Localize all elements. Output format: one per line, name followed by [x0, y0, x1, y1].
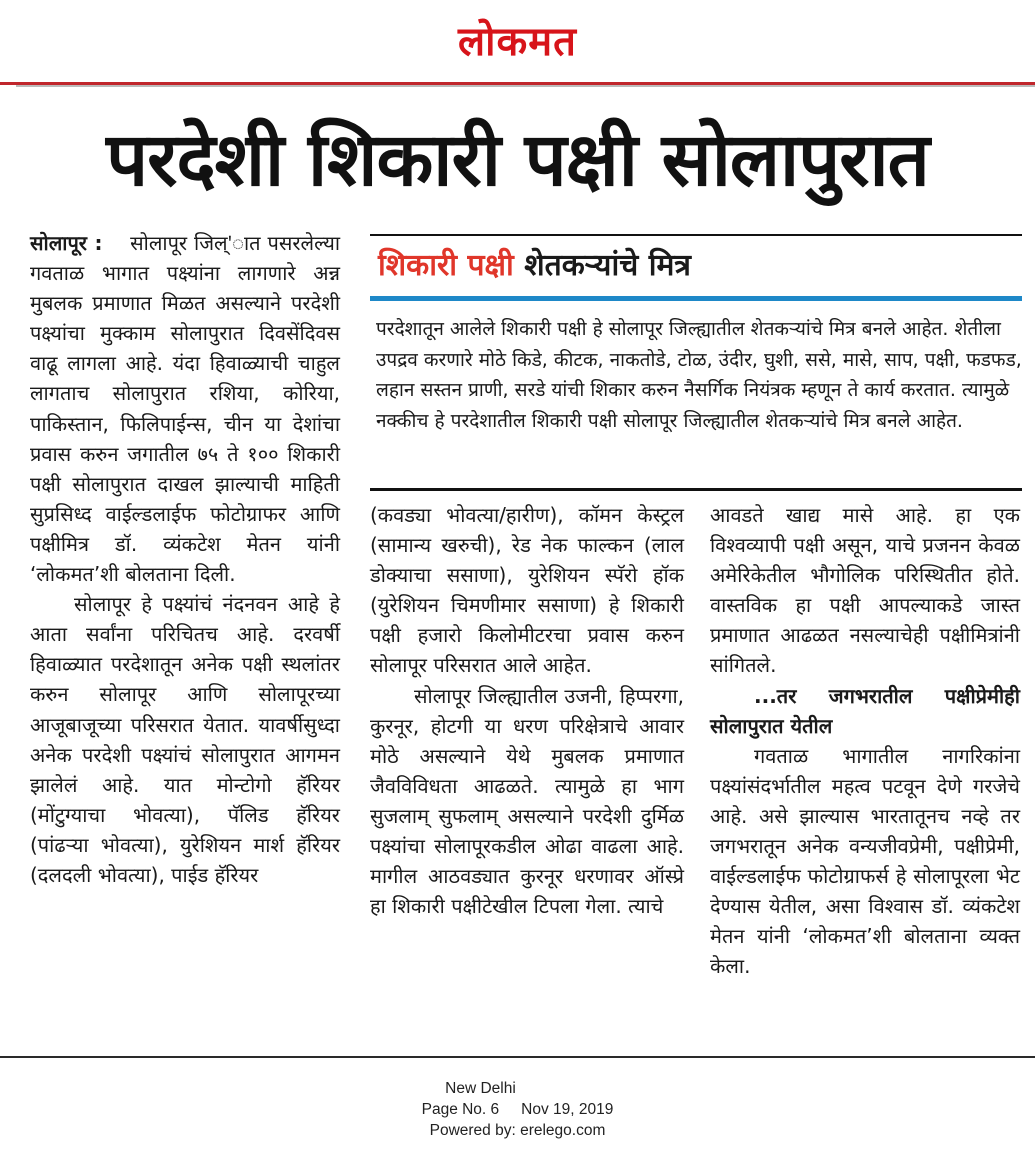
article-paragraph: आवडते खाद्य मासे आहे. हा एक विश्वव्यापी पक्षी असून, याचे प्रजनन केवळ अमेरिकेतील भौगोलिक परिस्थितीत होते. वास्तविक हा पक्षी आपल्याकडे जास्त प्रमाणात आढळत नसल्याचेही पक्षीमित्रांनी सांगितले. [710, 503, 1020, 678]
article-column-2 [370, 500, 684, 921]
footer-city: New Delhi [445, 1080, 516, 1097]
box-title [378, 238, 691, 294]
article-paragraph: गवताळ भागातील नागरिकांना पक्ष्यांसंदर्भातील महत्व पटवून देणे गरजेचे आहे. असे झाल्यास भारतातूनच नव्हे तर जगभरातून अनेक वन्यजीवप्रेमी, पक्षीप्रेमी, वाईल्डलाईफ फोटोग्राफर्स हे सोलापूरला भेट देण्यास येतील, असा विश्वास डॉ. व्यंकटेश मेतन यांनी ‘लोकमत’शी बोलताना व्यक्त केला. [710, 743, 1020, 979]
box-title-dark: शेतकऱ्यांचे मित्र [524, 248, 691, 283]
article-column-1 [30, 228, 340, 890]
footer-page-number: Page No. 6 [421, 1101, 500, 1118]
article-paragraph: सोलापूर जिल्ह्यातील उजनी, हिप्परगा, कुरनूर, होटगी या धरण परिक्षेत्राचे आवार मोठे असल्याने येथे मुबलक प्रमाणात जैवविविधता आढळते. त्यामुळे हा भाग सुजलाम् सुफलाम् असल्याने परदेशी दुर्मिळ पक्ष्यांचा सोलापूरकडील ओढा वाढला आहे. मागील आठवड्यात कुरनूर धरणावर ऑस्प्रे हा शिकारी पक्षीटेखील टिपला गेला. त्याचे [370, 683, 684, 919]
dateline: सोलापूर : [30, 231, 103, 255]
article-body [0, 222, 1035, 1060]
masthead [0, 0, 1035, 84]
article-headline: परदेशी शिकारी पक्षी सोलापुरात [106, 117, 929, 203]
box-top-rule [370, 234, 1022, 236]
box-paragraph: परदेशातून आलेले शिकारी पक्षी हे सोलापूर जिल्ह्यातील शेतकऱ्यांचे मित्र बनले आहेत. शेतीला उपद्रव करणारे मोठे किडे, कीटक, नाकतोडे, टोळ, उंदीर, घुशी, ससे, मासे, साप, पक्षी, फडफड, लहान सस्तन प्राणी, सरडे यांची शिकार करुन नैसर्गिक नियंत्रक म्हणून ते कार्य करतात. त्यामुळे नक्कीच हे परदेशातील शिकारी पक्षी सोलापूर जिल्ह्यातील शेतकऱ्यांचे मित्र बनले आहेत. [376, 318, 1022, 432]
footer-powered-by: Powered by: erelego.com [429, 1122, 606, 1139]
box-blue-rule [370, 296, 1022, 301]
footer [0, 1078, 1035, 1141]
box-body [376, 314, 1022, 436]
article-paragraph: सोलापूर हे पक्ष्यांचं नंदनवन आहे हे आता सर्वांना परिचितच आहे. दरवर्षी हिवाळ्यात परदेशातून अनेक पक्षी स्थलांतर करुन सोलापूर आणि सोलापूरच्या आजूबाजूच्या परिसरात येतात. यावर्षीसुध्दा अनेक परदेशी पक्ष्यांचं सोलापुरात आगमन झालेलं आहे. यात मोन्टोगो हॅरियर (मोंटुग्याचा भोवत्या), पॅलिड हॅरियर (पांढऱ्या भोवत्या), युरेशियन मार्श हॅरियर (दलदली भोवत्या), पाईड हॅरियर [30, 592, 340, 887]
box-title-red: शिकारी पक्षी [378, 248, 514, 283]
sidebar-box [370, 222, 1022, 492]
article-paragraph [30, 228, 340, 589]
box-bottom-rule [370, 488, 1022, 491]
masthead-gray-rule [16, 85, 1035, 87]
article-column-3 [710, 500, 1020, 982]
subsection-heading: ...तर जगभरातील पक्षीप्रेमीही सोलापुरात येतील [710, 683, 1020, 738]
paragraph-text: सोलापूर जिल्'ात पसरलेल्या गवताळ भागात पक्ष्यांना लागणारे अन्न मुबलक प्रमाणात मिळत असल्याने परदेशी पक्ष्यांचा मुक्काम सोलापुरात दिवसेंदिवस वाढू लागला आहे. यंदा हिवाळ्याची चाहुल लागताच सोलापुरात रशिया, कोरिया, पाकिस्तान, फिलिपाईन्स, चीन या देशांचा प्रवास करुन जगातील ७५ ते १०० शिकारी पक्षी सोलापुरात दाखल झाल्याची माहिती सुप्रसिध्द वाईल्डलाईफ फोटोग्राफर आणि पक्षीमित्र डॉ. व्यंकटेश मेतन यांनी ‘लोकमत’शी बोलताना दिली. [30, 231, 340, 587]
article-paragraph: (कवड्या भोवत्या/हारीण), कॉमन केस्ट्रल (सामान्य खरुची), रेड नेक फाल्कन (लाल डोक्याचा ससाणा), युरेशियन स्पॅरो हॉक (युरेशियन चिमणीमार ससाणा) हे शिकारी पक्षी हजारो किलोमीटरचा प्रवास करुन सोलापूर परिसरात आले आहेत. [370, 503, 684, 678]
footer-page-date [0, 1099, 1035, 1120]
page-bottom-rule [0, 1056, 1035, 1058]
footer-date: Nov 19, 2019 [521, 1101, 614, 1118]
lokmat-logo: लोकमत [458, 18, 577, 65]
